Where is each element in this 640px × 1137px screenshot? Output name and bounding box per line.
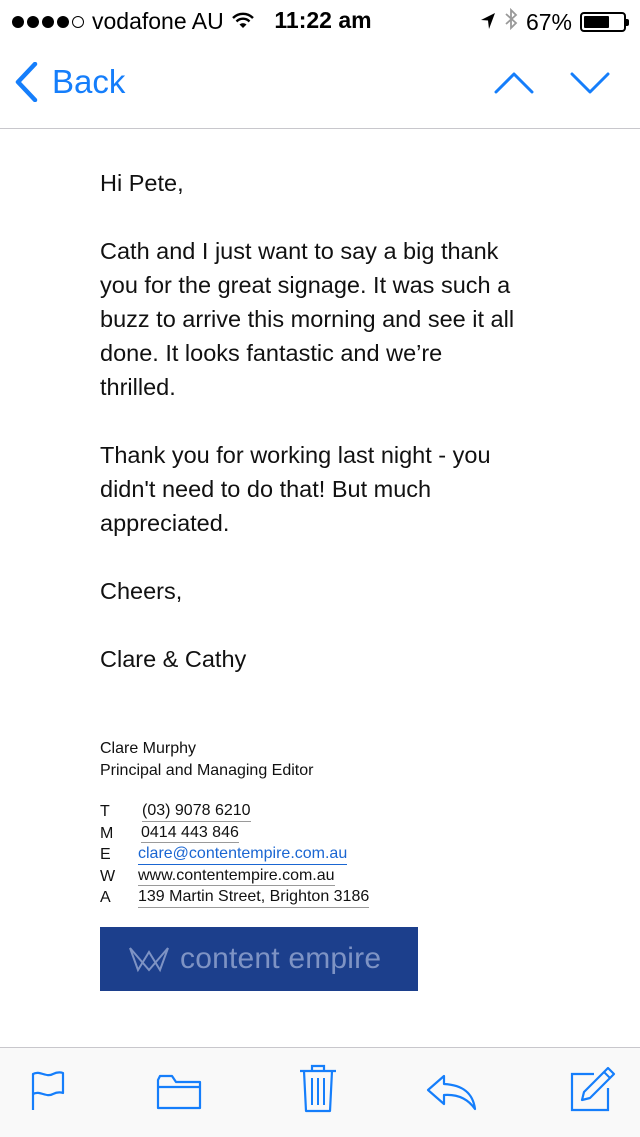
sender-names: Clare & Cathy [100, 646, 247, 672]
location-icon [480, 9, 496, 36]
move-to-folder-button[interactable] [156, 1074, 202, 1115]
contact-row-phone [100, 801, 369, 823]
battery-icon [580, 12, 626, 32]
clock: 11:22 am [274, 7, 372, 33]
email-body [100, 166, 520, 710]
signature-role: Principal and Managing Editor [100, 761, 314, 779]
battery-fill [584, 16, 609, 28]
crown-logo-icon [128, 944, 170, 974]
contact-row-address [100, 887, 369, 909]
contact-row-website [100, 866, 369, 888]
contact-key: W [100, 867, 116, 885]
previous-message-button[interactable] [494, 68, 534, 101]
next-message-button[interactable] [570, 68, 610, 101]
trash-button[interactable] [298, 1064, 338, 1119]
contact-key: E [100, 846, 111, 863]
sign-off: Cheers, [100, 578, 183, 604]
email-link[interactable]: clare@contentempire.com.au [138, 844, 347, 865]
phone-link[interactable]: (03) 9078 6210 [142, 801, 251, 822]
contact-row-email [100, 844, 369, 866]
nav-bar [0, 40, 640, 129]
email-signature [100, 738, 369, 909]
trash-icon [298, 1064, 338, 1114]
flag-icon [30, 1068, 66, 1112]
chevron-left-icon [14, 62, 38, 102]
contact-key: T [100, 803, 110, 820]
carrier-name: vodafone AU [92, 8, 224, 34]
signature-name: Clare Murphy [100, 740, 197, 757]
reply-button[interactable] [426, 1072, 478, 1117]
status-bar [0, 0, 640, 40]
company-logo [100, 927, 418, 991]
contact-key: A [100, 889, 111, 906]
bluetooth-icon [504, 8, 518, 36]
flag-button[interactable] [30, 1068, 66, 1117]
back-button[interactable] [14, 62, 125, 102]
status-right [480, 8, 626, 36]
logo-text: content empire [180, 942, 382, 975]
chevron-up-icon [494, 68, 534, 96]
greeting: Hi Pete, [100, 170, 184, 196]
folder-icon [156, 1074, 202, 1110]
contact-row-mobile [100, 823, 369, 845]
bottom-toolbar [0, 1047, 640, 1137]
email-paragraph: Thank you for working last night - you didn't need to do that! But much appreciated. [100, 442, 491, 536]
reply-icon [426, 1072, 478, 1112]
compose-icon [568, 1066, 616, 1114]
contact-details [100, 801, 369, 909]
contact-key: M [100, 824, 114, 842]
email-paragraph: Cath and I just want to say a big thank you for the great signage. It was such a buzz to arrive this morning and see it all done. It looks fantastic and we’re thrilled. [100, 238, 515, 400]
website-link[interactable]: www.contentempire.com.au [138, 866, 335, 887]
compose-button[interactable] [568, 1066, 616, 1119]
battery-percent: 67% [525, 8, 572, 35]
address-link[interactable]: 139 Martin Street, Brighton 3186 [138, 887, 369, 908]
chevron-down-icon [570, 68, 610, 96]
mobile-link[interactable]: 0414 443 846 [141, 823, 239, 844]
back-label: Back [52, 63, 126, 100]
